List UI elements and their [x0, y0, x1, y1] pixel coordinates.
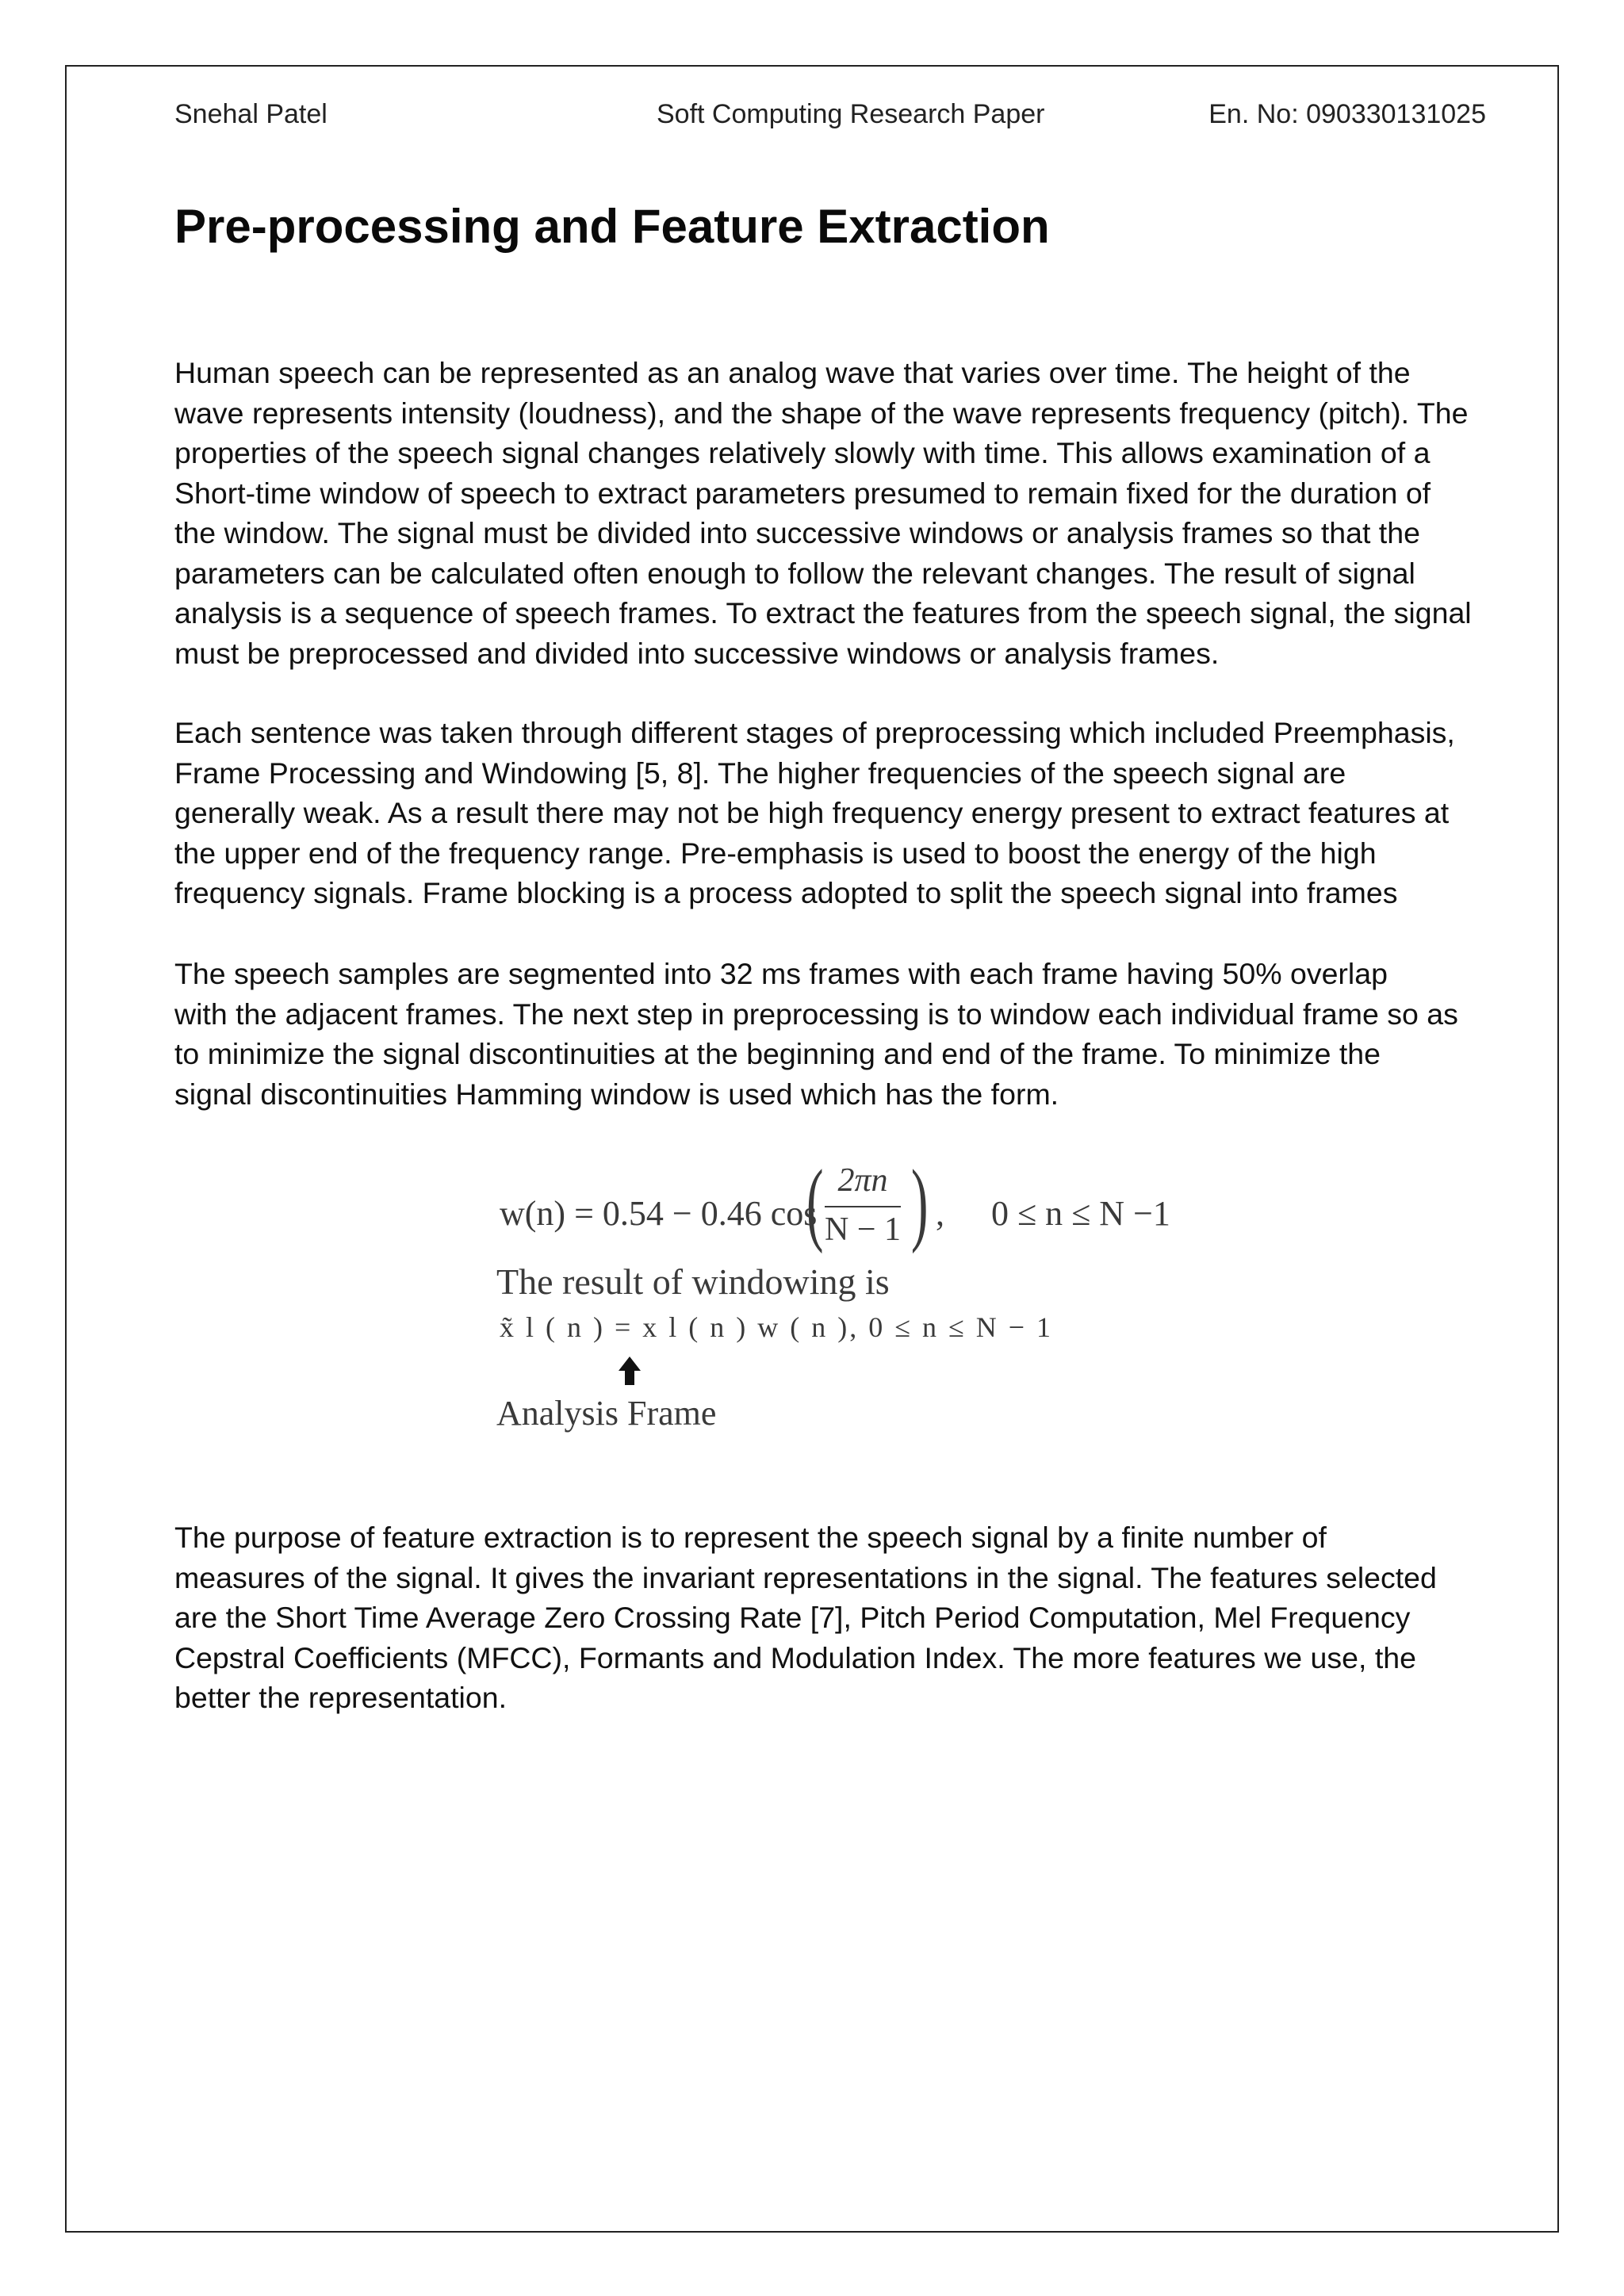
fraction-numerator: 2πn	[837, 1162, 888, 1199]
paragraph-line: the upper end of the frequency range. Pre-emphasis is used to boost the energy of the high	[174, 836, 1377, 870]
paragraph-line: the window. The signal must be divided into successive windows or analysis frames so that the	[174, 516, 1420, 549]
header-enrollment: En. No: 090330131025	[1208, 99, 1486, 129]
analysis-frame-label: Analysis Frame	[496, 1394, 717, 1433]
header-course: Soft Computing Research Paper	[657, 99, 1045, 129]
paragraph-line: generally weak. As a result there may not be high frequency energy present to extract features at	[174, 796, 1450, 829]
hamming-window-formula	[484, 1150, 1213, 1463]
paragraph-line: frequency signals. Frame blocking is a process adopted to split the speech signal into frames	[174, 876, 1398, 909]
paragraph-line: Short-time window of speech to extract parameters presumed to remain fixed for the duration of	[174, 476, 1431, 510]
paragraph-line: must be preprocessed and divided into successive windows or analysis frames.	[174, 636, 1220, 670]
windowed-frame-equation: x̃ l ( n ) = x l ( n ) w ( n ), 0 ≤ n ≤ N − 1	[500, 1311, 1054, 1343]
paragraph-line: are the Short Time Average Zero Crossing Rate [7], Pitch Period Computation, Mel Frequency	[174, 1601, 1411, 1634]
paragraph-line: Human speech can be represented as an analog wave that varies over time. The height of the	[174, 356, 1411, 389]
paragraph-line: signal discontinuities Hamming window is used which has the form.	[174, 1077, 1059, 1111]
paragraph-line: wave represents intensity (loudness), and the shape of the wave represents frequency (pitch). The	[174, 396, 1469, 430]
paragraph-line: properties of the speech signal changes relatively slowly with time. This allows examination of a	[174, 436, 1431, 469]
paragraph-line: Frame Processing and Windowing [5, 8]. The higher frequencies of the speech signal are	[174, 756, 1346, 790]
section-title: Pre-processing and Feature Extraction	[174, 200, 1050, 253]
formula-fraction	[818, 1160, 907, 1252]
paragraph-line: to minimize the signal discontinuities at the beginning and end of the frame. To minimize the	[174, 1037, 1381, 1070]
paragraph-framing	[174, 954, 1491, 1114]
paragraph-feature-extraction	[174, 1517, 1491, 1718]
fraction-denominator: N − 1	[824, 1211, 902, 1248]
formula-lhs: w(n) = 0.54 − 0.46 cos	[500, 1194, 818, 1233]
header-author: Snehal Patel	[174, 99, 327, 129]
paragraph-line: with the adjacent frames. The next step in preprocessing is to window each individual frame so as	[174, 997, 1458, 1031]
paragraph-line: analysis is a sequence of speech frames. To extract the features from the speech signal, the signal	[174, 596, 1472, 629]
paragraph-line: parameters can be calculated often enough to follow the relevant changes. The result of signal	[174, 556, 1415, 590]
up-arrow-icon	[617, 1355, 642, 1387]
paragraph-line: The purpose of feature extraction is to represent the speech signal by a finite number of	[174, 1521, 1327, 1554]
right-paren: )	[910, 1150, 929, 1254]
fraction-bar	[825, 1206, 901, 1207]
left-paren: (	[806, 1150, 824, 1254]
paragraph-line: better the representation.	[174, 1681, 508, 1714]
paragraph-line: Cepstral Coefficients (MFCC), Formants and Modulation Index. The more features we use, the	[174, 1640, 1416, 1674]
paragraph-line: The speech samples are segmented into 32 ms frames with each frame having 50% overlap	[174, 957, 1388, 990]
formula-range: 0 ≤ n ≤ N −1	[991, 1194, 1170, 1233]
windowing-result-label: The result of windowing is	[496, 1261, 890, 1302]
paragraph-speech-representation	[174, 353, 1491, 673]
paragraph-preprocessing	[174, 713, 1491, 913]
paragraph-line: measures of the signal. It gives the invariant representations in the signal. The features selected	[174, 1560, 1437, 1594]
paragraph-line: Each sentence was taken through different stages of preprocessing which included Preemphasis,	[174, 716, 1455, 749]
formula-comma: ,	[936, 1194, 944, 1233]
